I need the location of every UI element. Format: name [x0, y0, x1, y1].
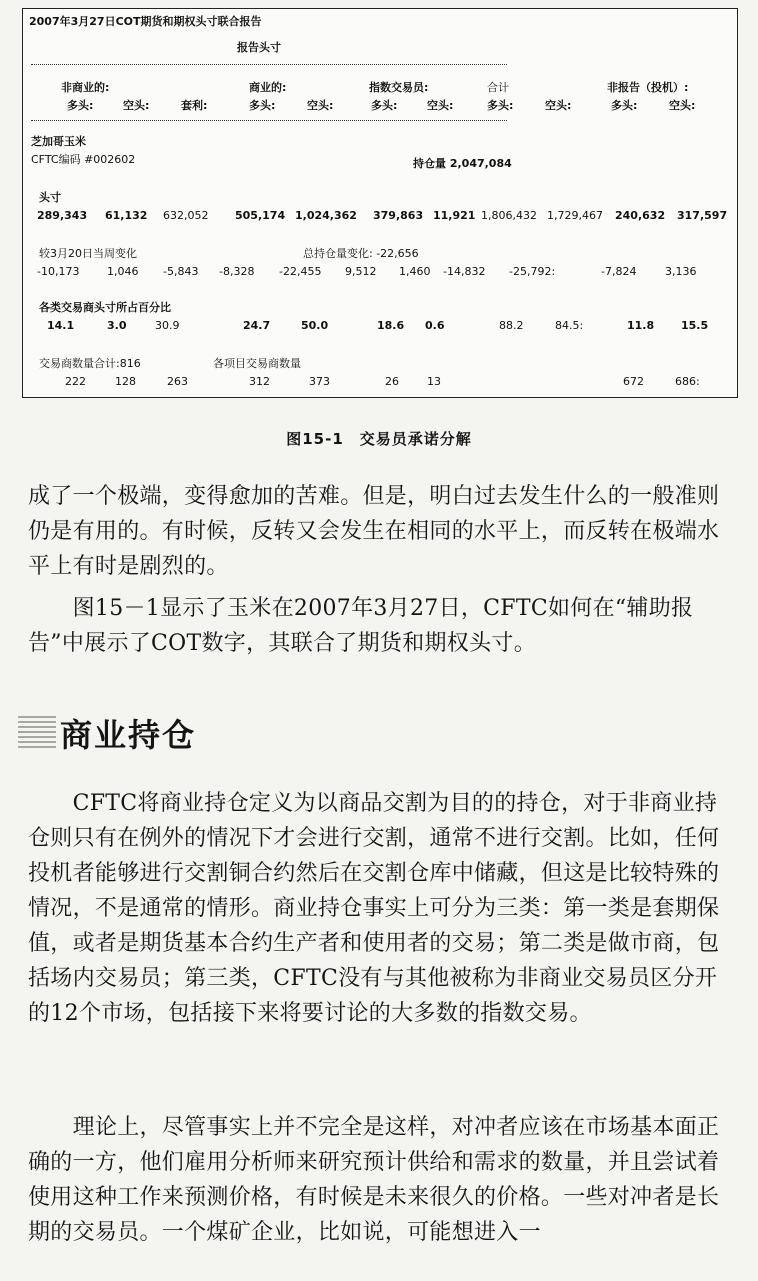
- col-header: 空头:: [307, 99, 334, 112]
- group-noncommercial: 非商业的:: [61, 81, 110, 94]
- trader-count: 13: [427, 375, 441, 388]
- position-value: 289,343: [37, 209, 88, 222]
- change-open-interest: 总持仓量变化: -22,656: [303, 247, 419, 260]
- section-heading: [18, 712, 196, 754]
- pct-value: 11.8: [627, 319, 655, 332]
- pct-value: 30.9: [155, 319, 180, 332]
- position-value: 632,052: [163, 209, 209, 222]
- position-value: 1,729,467: [547, 209, 603, 222]
- pct-value: 88.2: [499, 319, 524, 332]
- trader-count: 373: [309, 375, 330, 388]
- col-header: 多头:: [371, 99, 398, 112]
- trader-count: 26: [385, 375, 399, 388]
- change-value: -5,843: [163, 265, 199, 278]
- pct-value: 15.5: [681, 319, 709, 332]
- trader-count: 263: [167, 375, 188, 388]
- pct-label: 各类交易商头寸所占百分比: [39, 301, 171, 314]
- col-header: 多头:: [249, 99, 276, 112]
- change-value: -14,832: [443, 265, 486, 278]
- change-value: -8,328: [219, 265, 255, 278]
- cot-report-figure: [22, 8, 738, 398]
- market-code: CFTC编码 #002602: [31, 153, 136, 166]
- group-index-traders: 指数交易员:: [369, 81, 429, 94]
- market-name: 芝加哥玉米: [31, 135, 86, 148]
- trader-count: 312: [249, 375, 270, 388]
- pct-value: 0.6: [425, 319, 445, 332]
- pct-value: 3.0: [107, 319, 127, 332]
- change-value: -7,824: [601, 265, 637, 278]
- paragraph-3: CFTC将商业持仓定义为以商品交割为目的的持仓，对于非商业持仓则只有在例外的情况下才会进行交割，通常不进行交割。比如，任何投机者能够进行交割铜合约然后在交割仓库中储藏，但这是比较特殊的情况，不是通常的情形。商业持仓事实上可分为三类：第一类是套期保值，或者是期货基本合约生产者和使用者的交易；第二类是做市商，包括场内交易员；第三类，CFTC没有与其他被称为非商业交易员区分开的12个市场，包括接下来将要讨论的大多数的指数交易。: [28, 791, 720, 1026]
- change-value: -25,792:: [509, 265, 556, 278]
- section-heading-text: 商业持仓: [60, 716, 197, 754]
- figure-subheader: 报告头寸: [237, 41, 281, 54]
- position-value: 11,921: [433, 209, 476, 222]
- pct-value: 14.1: [47, 319, 75, 332]
- col-header: 多头:: [611, 99, 638, 112]
- col-header: 空头:: [427, 99, 454, 112]
- group-nonreportable: 非报告（投机）:: [607, 81, 689, 94]
- figure-title: 2007年3月27日COT期货和期权头寸联合报告: [29, 15, 262, 28]
- group-total: 合计: [487, 81, 509, 94]
- col-header: 套利:: [181, 99, 208, 112]
- position-value: 317,597: [677, 209, 728, 222]
- change-value: 3,136: [665, 265, 697, 278]
- paragraph-1: 成了一个极端，变得愈加的苦难。但是，明白过去发生什么的一般准则仍是有用的。有时候，反转又会发生在相同的水平上，而反转在极端水平上有时是剧烈的。: [28, 484, 720, 579]
- col-header: 多头:: [67, 99, 94, 112]
- trader-count: 222: [65, 375, 86, 388]
- pct-value: 50.0: [301, 319, 329, 332]
- traders-label: 交易商数量合计:816: [39, 357, 141, 370]
- position-value: 505,174: [235, 209, 286, 222]
- col-header: 多头:: [487, 99, 514, 112]
- paragraph-4: 理论上，尽管事实上并不完全是这样，对冲者应该在市场基本面正确的一方，他们雇用分析师来研究预计供给和需求的数量，并且尝试着使用这种工作来预测价格，有时候是未来很久的价格。一些对冲者是长期的交易员。一个煤矿企业，比如说，可能想进入一: [28, 1115, 720, 1245]
- change-value: 1,460: [399, 265, 431, 278]
- dotted-rule: [31, 64, 507, 65]
- heading-ornament-icon: [18, 716, 56, 750]
- position-value: 240,632: [615, 209, 666, 222]
- figure-caption: 图15-1 交易员承诺分解: [286, 430, 472, 448]
- position-value: 1,806,432: [481, 209, 537, 222]
- traders-sublabel: 各项目交易商数量: [213, 357, 301, 370]
- pct-value: 18.6: [377, 319, 405, 332]
- change-value: -10,173: [37, 265, 80, 278]
- position-value: 379,863: [373, 209, 424, 222]
- position-value: 1,024,362: [295, 209, 357, 222]
- pct-value: 24.7: [243, 319, 271, 332]
- trader-count: 672: [623, 375, 644, 388]
- col-header: 空头:: [545, 99, 572, 112]
- position-value: 61,132: [105, 209, 148, 222]
- trader-count: 128: [115, 375, 136, 388]
- change-label: 较3月20日当周变化: [39, 247, 137, 260]
- trader-count: 686:: [675, 375, 700, 388]
- group-commercial: 商业的:: [249, 81, 287, 94]
- paragraph-2: 图15－1显示了玉米在2007年3月27日，CFTC如何在“辅助报告”中展示了COT数字，其联合了期货和期权头寸。: [28, 596, 694, 656]
- dotted-rule: [31, 120, 507, 121]
- col-header: 空头:: [669, 99, 696, 112]
- change-value: 1,046: [107, 265, 139, 278]
- open-interest: 持仓量 2,047,084: [413, 157, 512, 170]
- change-value: -22,455: [279, 265, 322, 278]
- col-header: 空头:: [123, 99, 150, 112]
- change-value: 9,512: [345, 265, 377, 278]
- positions-label: 头寸: [39, 191, 61, 204]
- pct-value: 84.5:: [555, 319, 584, 332]
